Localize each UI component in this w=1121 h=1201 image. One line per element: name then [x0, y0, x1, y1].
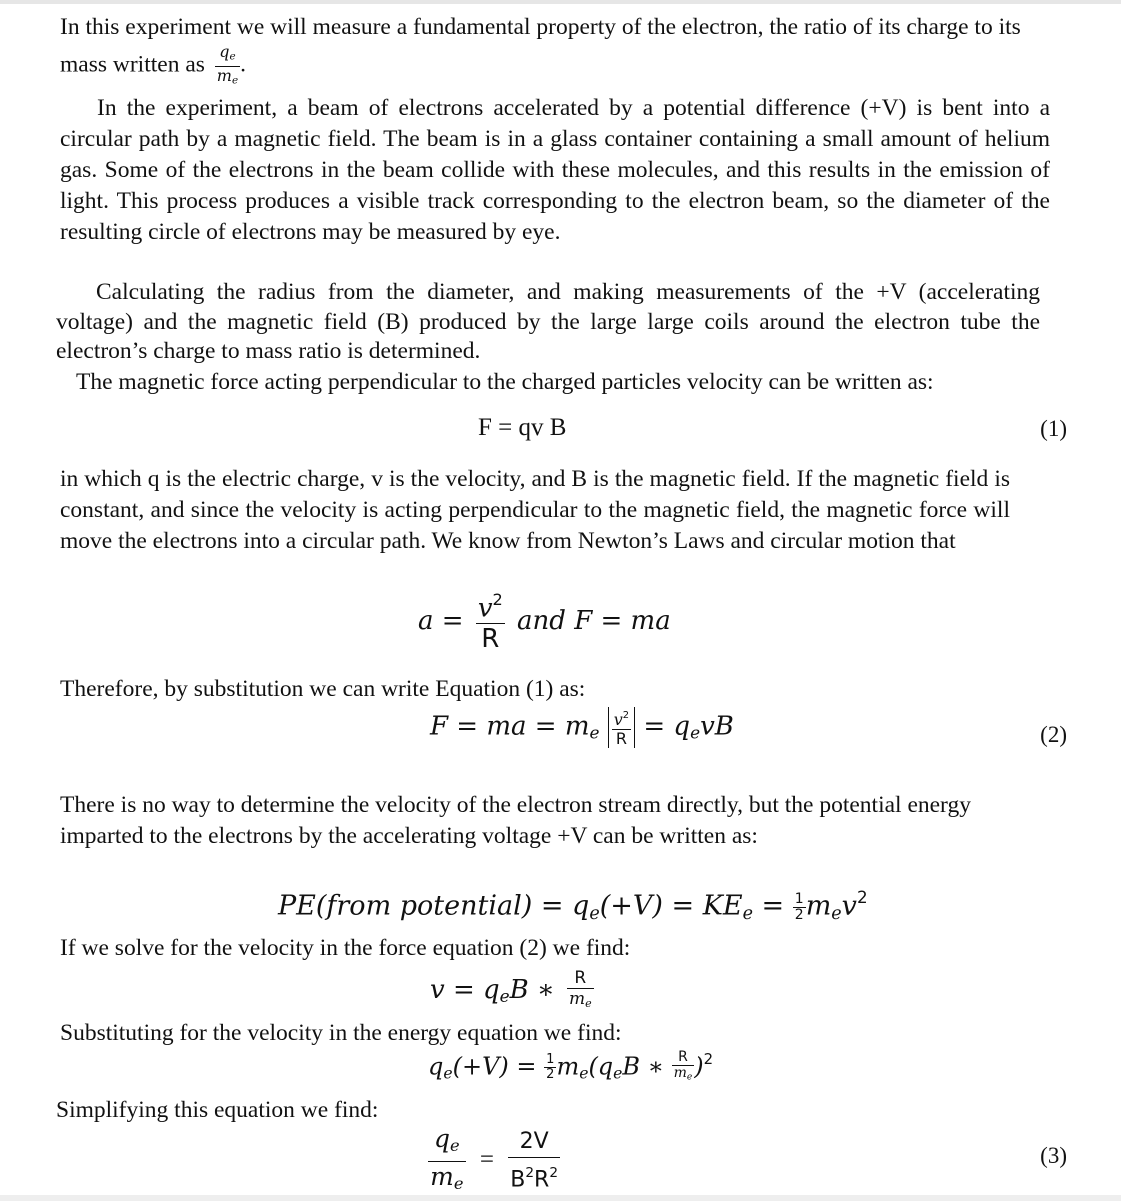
energy-equation: PE(from potential) = qe(+V) = KEe = $\frac{1}{2}$ mev$^2$: [278, 887, 868, 925]
solve-velocity-text: If we solve for the velocity in the force equation (2) we find:: [60, 935, 631, 961]
equation-1: F = qv B: [478, 414, 567, 441]
bracket-fraction: $\frac{v^2}{R}$: [608, 707, 635, 748]
intro-text: In this experiment we will measure a fundamental property of the electron, the ratio of its charge to its mass written as: [60, 14, 1021, 78]
intro-paragraph: [60, 12, 1050, 89]
equation-2-number: (2): [1040, 722, 1067, 747]
bottom-border: [0, 1195, 1121, 1201]
substitution-text: Therefore, by substitution we can write Equation (1) as:: [60, 676, 586, 702]
substituted-equation: qe(+V) = $\frac{1}{2}$ me(qeB ∗ $\frac{R}{me}$ )$^2$: [428, 1049, 714, 1083]
newton-paragraph: in which q is the electric charge, v is the velocity, and B is the magnetic field. If the magnetic field is constant, and since the velocity is acting perpendicular to the magnetic field, the magnetic force will move the electrons into a circular path. We know from Newton’s Laws and circular motion that: [60, 466, 1010, 554]
calculation-paragraph: Calculating the radius from the diameter, and making measurements of the +V (accelerating voltage) and the magnetic field (B) produced by the large large coils around the electron tube the electron’s charge to mass ratio is determined.: [56, 279, 1040, 364]
q-over-m-fraction: $\frac{qe}{me}$: [216, 42, 239, 87]
intro-end: .: [240, 51, 246, 78]
equation-1-number: (1): [1040, 416, 1067, 441]
substitute-text: Substituting for the velocity in the energy equation we find:: [60, 1020, 622, 1046]
velocity-equation: v = qeB ∗ $\frac{R}{me}$: [430, 968, 592, 1010]
top-border: [0, 0, 1121, 4]
potential-energy-paragraph: There is no way to determine the velocity of the electron stream directly, but the potential energy imparted to the electrons by the accelerating voltage +V can be written as:: [60, 792, 971, 849]
equation-3-number: (3): [1040, 1143, 1067, 1168]
experiment-paragraph: In the experiment, a beam of electrons accelerated by a potential difference (+V) is bent into a circular path by a magnetic field. The beam is in a glass container containing a small amount of helium gas. Some of the electrons in the beam collide with these molecules, and this results in the emission of light. This process produces a visible track corresponding to the electron beam, so the diameter of the resulting circle of electrons may be measured by eye.: [60, 95, 1050, 245]
acceleration-equation: a = $\frac{v^2}{R}$ and F = ma: [418, 590, 671, 655]
equation-3: $\frac{qe}{me}$ = $\frac{2V}{B^2R^2}$: [428, 1124, 560, 1199]
simplify-text: Simplifying this equation we find:: [56, 1097, 379, 1123]
magnetic-force-intro: The magnetic force acting perpendicular to the charged particles velocity can be written as:: [76, 369, 934, 395]
equation-2: F = ma = me $\frac{v^2}{R}$ = qevB: [430, 707, 734, 748]
